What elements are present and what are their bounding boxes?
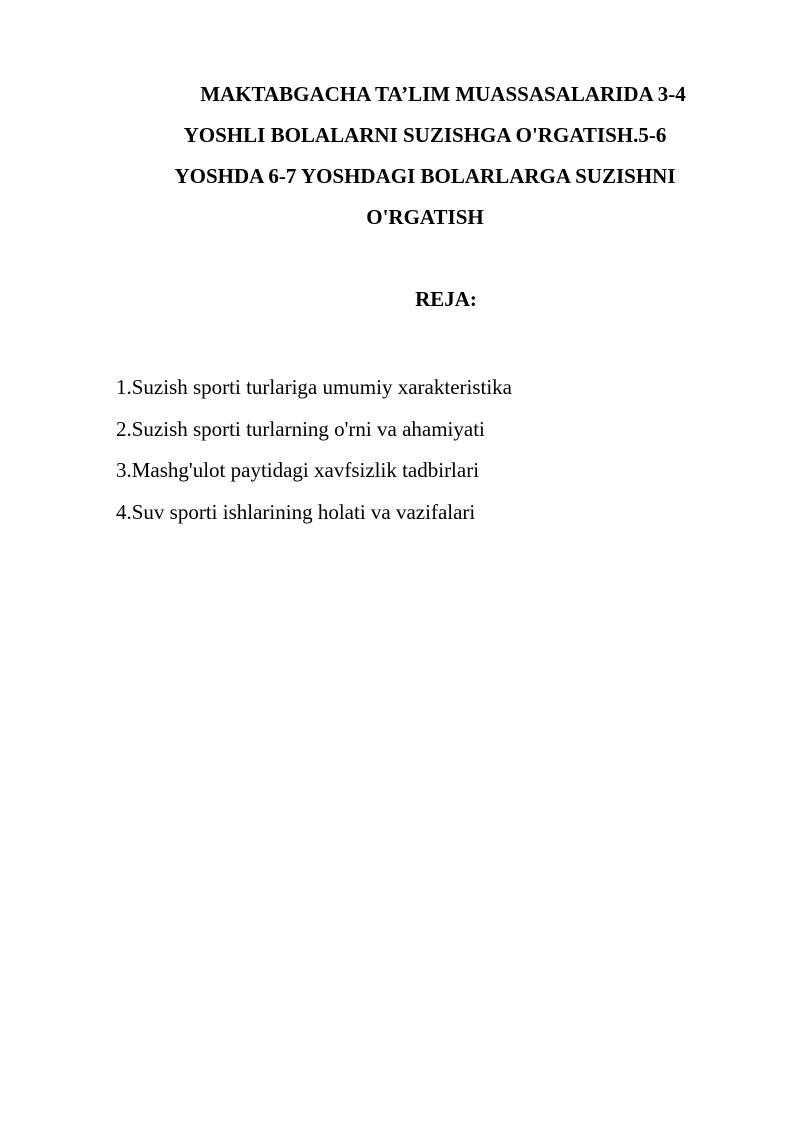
plan-list (116, 367, 512, 533)
title-line-1: MAKTABGACHA TA’LIM MUASSASALARIDA 3-4 (200, 82, 686, 106)
plan-item-1: 1.Suzish sporti turlariga umumiy xarakteristika (116, 375, 513, 399)
plan-item-3: 3.Mashg'ulot paytidagi xavfsizlik tadbirlari (116, 458, 480, 482)
title-line-3: YOSHDA 6-7 YOSHDAGI BOLARLARGA SUZISHNI (174, 164, 676, 188)
plan-item-2: 2.Suzish sporti turlarning o'rni va ahamiyati (116, 416, 485, 441)
title-line-2: YOSHLI BOLALARNI SUZISHGA O'RGATISH.5-6 (183, 123, 667, 147)
document-title (110, 74, 740, 238)
plan-item-4: 4.Suv sporti ishlarining holati va vazifalari (116, 499, 476, 524)
title-line-4: O'RGATISH (366, 205, 484, 229)
plan-heading: REJA: (415, 287, 477, 311)
